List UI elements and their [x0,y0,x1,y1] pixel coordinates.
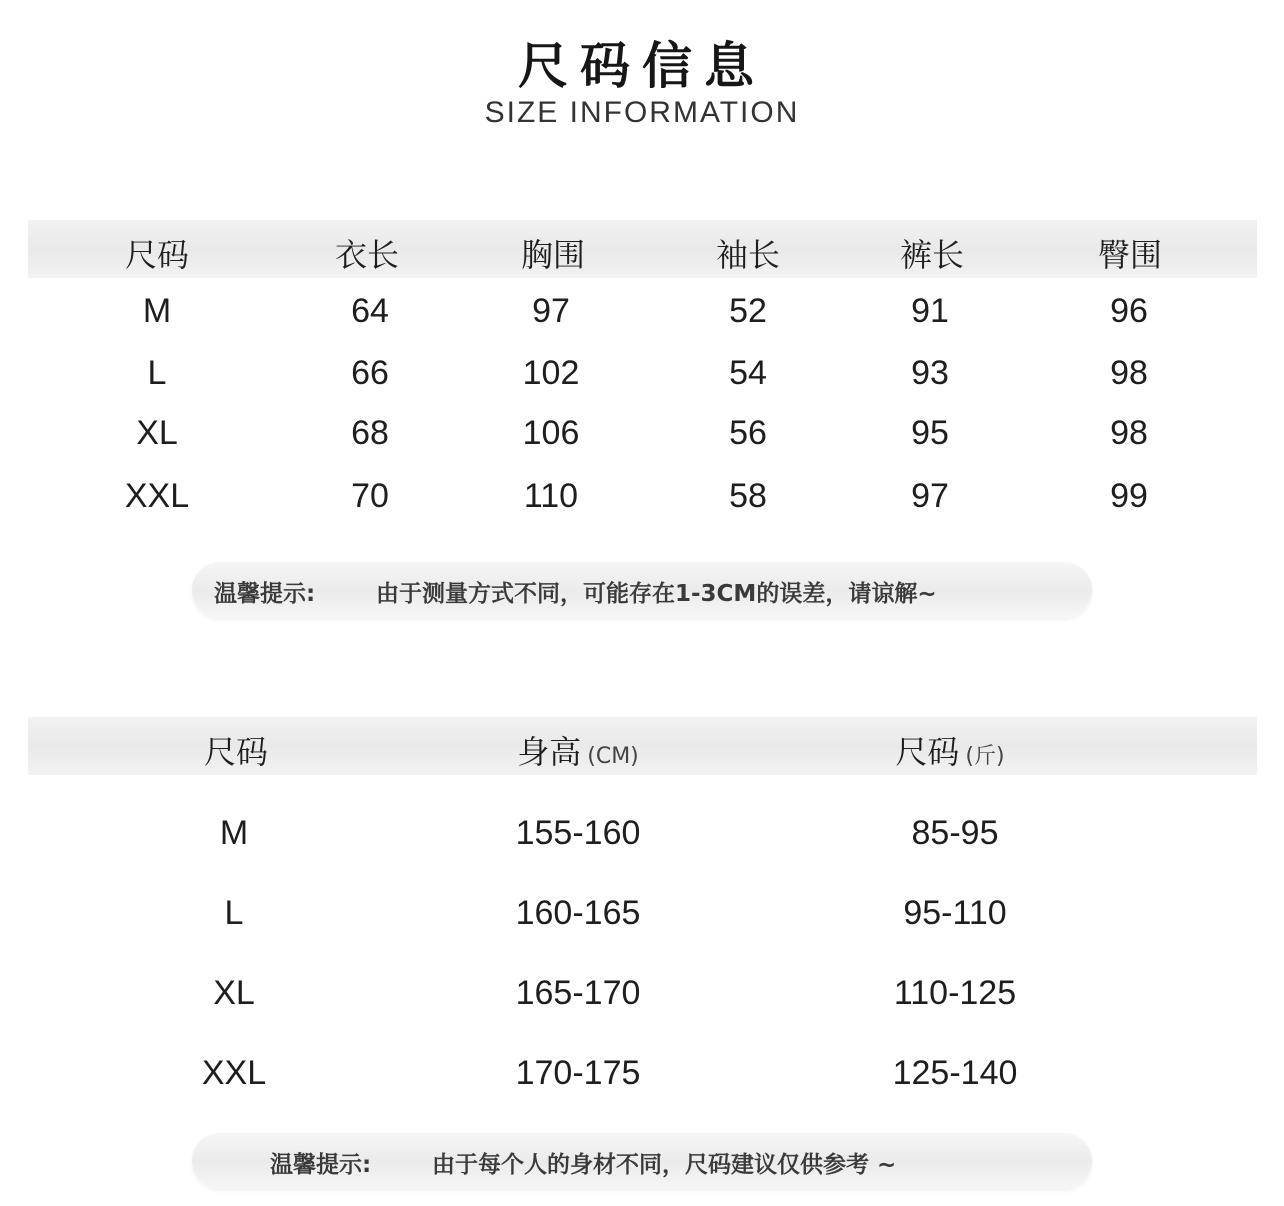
table1-row-m-hip: 96 [1110,292,1148,330]
table1-header-band [28,220,1257,278]
table1-row-l-chest: 102 [522,354,580,392]
table2-row-xxl-size: XXL [201,1054,267,1092]
table2-header-height-label: 身高 [517,733,582,771]
table1-header-sleeve: 袖长 [715,236,781,274]
table2-row-xl-height: 165-170 [515,974,641,1012]
table1-row-m-size: M [142,292,172,330]
table1-row-l-pants: 93 [911,354,949,392]
table2-row-l-height: 160-165 [515,894,641,932]
table1-row-xxl-hip: 99 [1110,477,1148,515]
table1-row-xl-sleeve: 56 [729,414,767,452]
table1-note-label: 温馨提示: [214,581,316,607]
table2-header-weight [895,727,1004,773]
table1-header-length: 衣长 [334,236,400,274]
table2-row-l-weight: 95-110 [903,894,1007,932]
table1-row-xl-size: XL [136,414,178,452]
table1-row-xxl-pants: 97 [911,477,949,515]
table2-row-xl-size: XL [213,974,255,1012]
table2-row-l-size: L [224,894,244,932]
table1-row-m-pants: 91 [911,292,949,330]
table1-row-l-length: 66 [351,354,389,392]
table1-row-xxl-chest: 110 [523,477,579,515]
table1-header-hip: 臀围 [1097,236,1163,274]
table2-note-label: 温馨提示: [270,1152,372,1178]
table1-header-pants: 裤长 [899,236,965,274]
table1-note-text: 由于测量方式不同，可能存在1-3CM的误差，请谅解~ [376,581,937,607]
table2-row-xxl-weight: 125-140 [892,1054,1018,1092]
table1-row-m-sleeve: 52 [729,292,767,330]
table1-row-xxl-length: 70 [351,477,389,515]
table1-row-l-size: L [147,354,167,392]
table1-row-m-chest: 97 [532,292,570,330]
table1-row-xxl-size: XXL [124,477,190,515]
table2-header-height-unit: (CM) [587,744,639,769]
table2-row-m-height: 155-160 [515,814,641,852]
table1-row-xl-length: 68 [351,414,389,452]
table2-header-height [517,727,639,773]
table1-row-xl-pants: 95 [911,414,949,452]
table1-header-chest: 胸围 [520,236,586,274]
table2-row-xl-weight: 110-125 [893,974,1017,1012]
table2-header-size [204,727,268,773]
table1-row-m-length: 64 [351,292,389,330]
title-en: SIZE INFORMATION [484,96,800,129]
table1-header-size: 尺码 [124,236,190,274]
table2-row-m-size: M [219,814,249,852]
table2-header-weight-label: 尺码 [895,733,960,771]
table1-row-xl-hip: 98 [1110,414,1148,452]
table1-row-l-hip: 98 [1110,354,1148,392]
table1-row-xxl-sleeve: 58 [729,477,767,515]
table2-header-size-label: 尺码 [203,733,269,771]
title-cn: 尺码信息 [518,37,766,95]
table2-row-m-weight: 85-95 [911,814,999,852]
table1-row-l-sleeve: 54 [729,354,767,392]
table1-row-xl-chest: 106 [522,414,580,452]
table2-note-text: 由于每个人的身材不同，尺码建议仅供参考 ~ [432,1152,897,1178]
table2-header-weight-unit: (斤) [965,744,1005,769]
table2-row-xxl-height: 170-175 [515,1054,641,1092]
